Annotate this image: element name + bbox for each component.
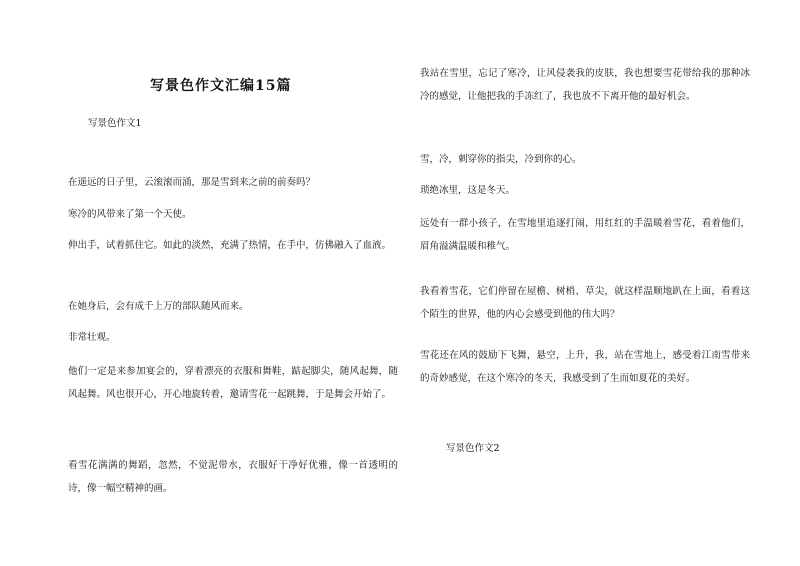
paragraph: 在遥远的日子里，云滚滚而涌，那是雪到来之前的前奏吗？: [68, 177, 316, 188]
paragraph: 雪花还在风的鼓励下飞舞，悬空，上升，我，站在雪地上，感受着江南雪带来的奇妙感觉，在这个寒冷的冬天，我感受到了生而如夏花的美好。: [420, 350, 750, 384]
paragraph: 在她身后，会有成千上万的部队随风而来。: [68, 301, 249, 312]
section-heading-2: 写景色作文2: [446, 443, 500, 454]
paragraph: 我站在雪里，忘记了寒冷，让风侵袭我的皮肤，我也想要雪花带给我的那种冰冷的感觉，让他把我的手冻红了，我也放不下离开他的最好机会。: [420, 68, 750, 102]
paragraph: 他们一定是来参加宴会的，穿着漂亮的衣服和舞鞋，踮起脚尖，随风起舞，随风起舞。风也很开心，开心地旋转着，邀请雪花一起跳舞，于是舞会开始了。: [68, 366, 398, 400]
paragraph: 我看着雪花，它们停留在屋檐、树梢、草尖，就这样温顺地趴在上面，看着这个陌生的世界，他的内心会感受到他的伟大吗？: [420, 286, 750, 320]
paragraph: 远处有一群小孩子，在雪地里追逐打闹，用红红的手温暖着雪花，看着他们，眉角溢满温暖和稚气。: [420, 218, 750, 252]
paragraph: 看雪花满满的舞蹈，忽然，不觉泥带水，衣服好干净好优雅，像一首透明的诗，像一幅空精神的画。: [68, 460, 398, 494]
section-heading-1: 写景色作文1: [88, 118, 142, 129]
paragraph: 雪，冷，刺穿你的指尖，冷到你的心。: [420, 154, 582, 165]
paragraph: 琐绝冰里，这是冬天。: [420, 185, 516, 196]
paragraph: 寒冷的风带来了第一个天使。: [68, 209, 192, 220]
document-title: 写景色作文汇编15篇: [150, 78, 292, 94]
paragraph: 非常壮观。: [68, 332, 116, 343]
paragraph: 伸出手，试着抓住它。如此的淡然，充满了热情，在手中，仿佛融入了血液。: [68, 240, 392, 251]
